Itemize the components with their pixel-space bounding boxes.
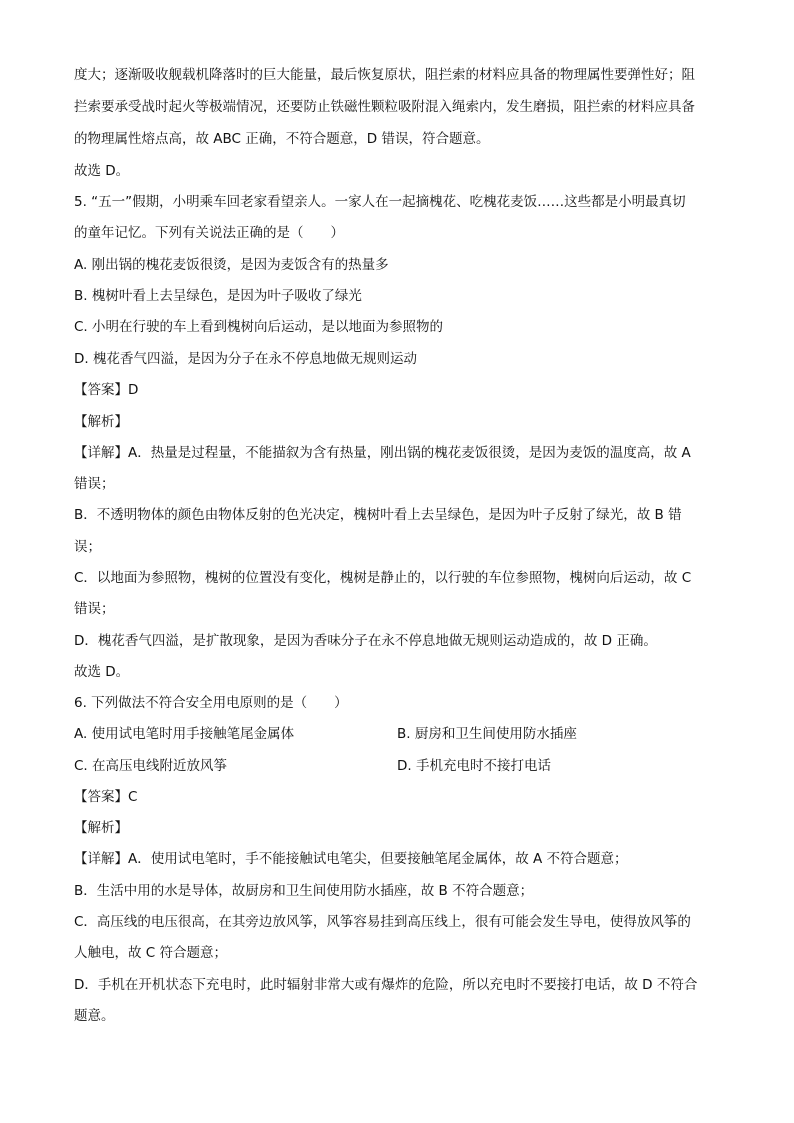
option-a: A. 刚出锅的槐花麦饭很烫，是因为麦饭含有的热量多 xyxy=(74,257,389,273)
option-c: C. 在高压电线附近放风筝 xyxy=(74,758,228,774)
explanation-line: 错误； xyxy=(74,476,115,492)
question-5-stem: 5. “五一”假期，小明乘车回老家看望亲人。一家人在一起摘槐花、吃槐花麦饭……这些都是小明最真切 xyxy=(74,194,686,210)
option-a: A. 使用试电笔时用手接触笔尾金属体 xyxy=(74,726,295,742)
option-d: D. 手机充电时不接打电话 xyxy=(397,758,551,774)
explanation-line: 人触电，故 C 符合题意； xyxy=(74,945,228,961)
text-line: 度大；逐渐吸收舰载机降落时的巨大能量，最后恢复原状，阻拦索的材料应具备的物理属性要弹性好；阻 xyxy=(74,67,695,83)
analysis-label: 【解析】 xyxy=(74,820,128,836)
text-line: 拦索要承受战时起火等极端情况，还要防止铁磁性颗粒吸附混入绳索内，发生磨损，阻拦索的材料应具备 xyxy=(74,99,695,115)
explanation-line: 错误； xyxy=(74,601,115,617)
option-b: B. 厨房和卫生间使用防水插座 xyxy=(397,726,577,742)
option-d: D. 槐花香气四溢，是因为分子在永不停息地做无规则运动 xyxy=(74,351,417,367)
explanation-line: C．高压线的电压很高，在其旁边放风筝，风筝容易挂到高压线上，很有可能会发生导电，使得放风筝的 xyxy=(74,914,691,930)
option-c: C. 小明在行驶的车上看到槐树向后运动，是以地面为参照物的 xyxy=(74,319,444,335)
answer-label: 【答案】C xyxy=(74,789,138,805)
explanation-line: 题意。 xyxy=(74,1008,115,1024)
explanation-line: D．槐花香气四溢，是扩散现象，是因为香味分子在永不停息地做无规则运动造成的，故 D 正确。 xyxy=(74,633,657,649)
explanation-line: 【详解】A．使用试电笔时，手不能接触试电笔尖，但要接触笔尾金属体，故 A 不符合题意； xyxy=(74,851,628,867)
conclusion-line: 故选 D。 xyxy=(74,664,130,680)
analysis-label: 【解析】 xyxy=(74,414,128,430)
question-6-stem: 6. 下列做法不符合安全用电原则的是（ ） xyxy=(74,695,348,711)
explanation-line: 【详解】A．热量是过程量，不能描叙为含有热量，刚出锅的槐花麦饭很烫，是因为麦饭的温度高，故 A xyxy=(74,445,691,461)
question-5-stem: 的童年记忆。下列有关说法正确的是（ ） xyxy=(74,225,344,241)
explanation-line: C．以地面为参照物，槐树的位置没有变化，槐树是静止的，以行驶的车位参照物，槐树向后运动，故 C xyxy=(74,570,692,586)
text-line: 故选 D。 xyxy=(74,163,130,179)
explanation-line: 误； xyxy=(74,539,101,555)
explanation-line: B．生活中用的水是导体，故厨房和卫生间使用防水插座，故 B 不符合题意； xyxy=(74,883,534,899)
explanation-line: B．不透明物体的颜色由物体反射的色光决定，槐树叶看上去呈绿色，是因为叶子反射了绿光，故 B 错 xyxy=(74,507,682,523)
text-line: 的物理属性熔点高，故 ABC 正确，不符合题意，D 错误，符合题意。 xyxy=(74,131,490,147)
answer-label: 【答案】D xyxy=(74,382,139,398)
option-b: B. 槐树叶看上去呈绿色，是因为叶子吸收了绿光 xyxy=(74,288,362,304)
explanation-line: D．手机在开机状态下充电时，此时辐射非常大或有爆炸的危险，所以充电时不要接打电话，故 D 不符合 xyxy=(74,977,698,993)
